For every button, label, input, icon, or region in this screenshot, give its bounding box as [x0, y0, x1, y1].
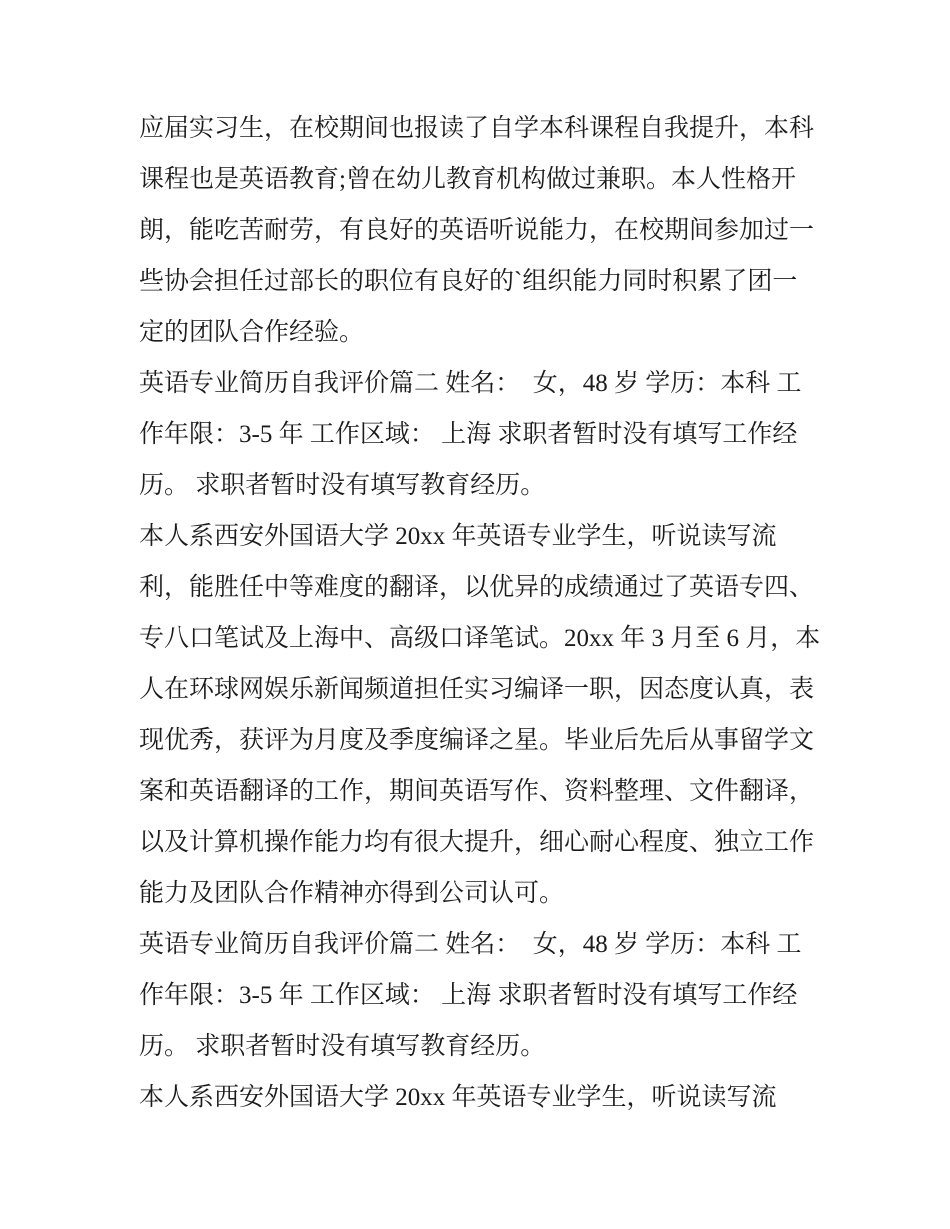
text-line: 英语专业简历自我评价篇二 姓名： 女，48 岁 学历：本科 工	[139, 931, 802, 958]
text-line: 现优秀，获评为月度及季度编译之星。毕业后先后从事留学文	[139, 727, 815, 754]
text-line: 案和英语翻译的工作，期间英语写作、资料整理、文件翻译，	[139, 778, 815, 805]
paragraph	[139, 1072, 859, 1123]
text-line: 本人系西安外国语大学 20xx 年英语专业学生，听说读写流	[139, 1084, 777, 1111]
text-line: 以及计算机操作能力均有很大提升，细心耐心程度、独立工作	[139, 829, 815, 856]
text-line: 定的团队合作经验。	[139, 319, 365, 346]
text-line: 专八口笔试及上海中、高级口译笔试。20xx 年 3 月至 6 月，本	[139, 625, 821, 652]
text-line: 历。 求职者暂时没有填写教育经历。	[139, 1033, 546, 1060]
text-line: 历。 求职者暂时没有填写教育经历。	[139, 472, 546, 499]
text-line: 课程也是英语教育;曾在幼儿教育机构做过兼职。本人性格开	[139, 166, 796, 193]
text-line: 英语专业简历自我评价篇二 姓名： 女，48 岁 学历：本科 工	[139, 370, 802, 397]
document-text-block	[139, 103, 859, 1123]
paragraph	[139, 103, 859, 358]
text-line: 应届实习生，在校期间也报读了自学本科课程自我提升，本科	[139, 115, 815, 142]
paragraph	[139, 919, 859, 1072]
text-line: 能力及团队合作精神亦得到公司认可。	[139, 880, 565, 907]
text-line: 本人系西安外国语大学 20xx 年英语专业学生，听说读写流	[139, 523, 777, 550]
text-line: 些协会担任过部长的职位有良好的`组织能力同时积累了团一	[139, 268, 798, 295]
paragraph	[139, 511, 859, 919]
text-line: 作年限：3-5 年 工作区域： 上海 求职者暂时没有填写工作经	[139, 982, 798, 1009]
text-line: 利，能胜任中等难度的翻译，以优异的成绩通过了英语专四、	[139, 574, 815, 601]
text-line: 作年限：3-5 年 工作区域： 上海 求职者暂时没有填写工作经	[139, 421, 798, 448]
text-line: 朗，能吃苦耐劳，有良好的英语听说能力，在校期间参加过一	[139, 217, 815, 244]
text-line: 人在环球网娱乐新闻频道担任实习编译一职，因态度认真，表	[139, 676, 815, 703]
paragraph	[139, 358, 859, 511]
